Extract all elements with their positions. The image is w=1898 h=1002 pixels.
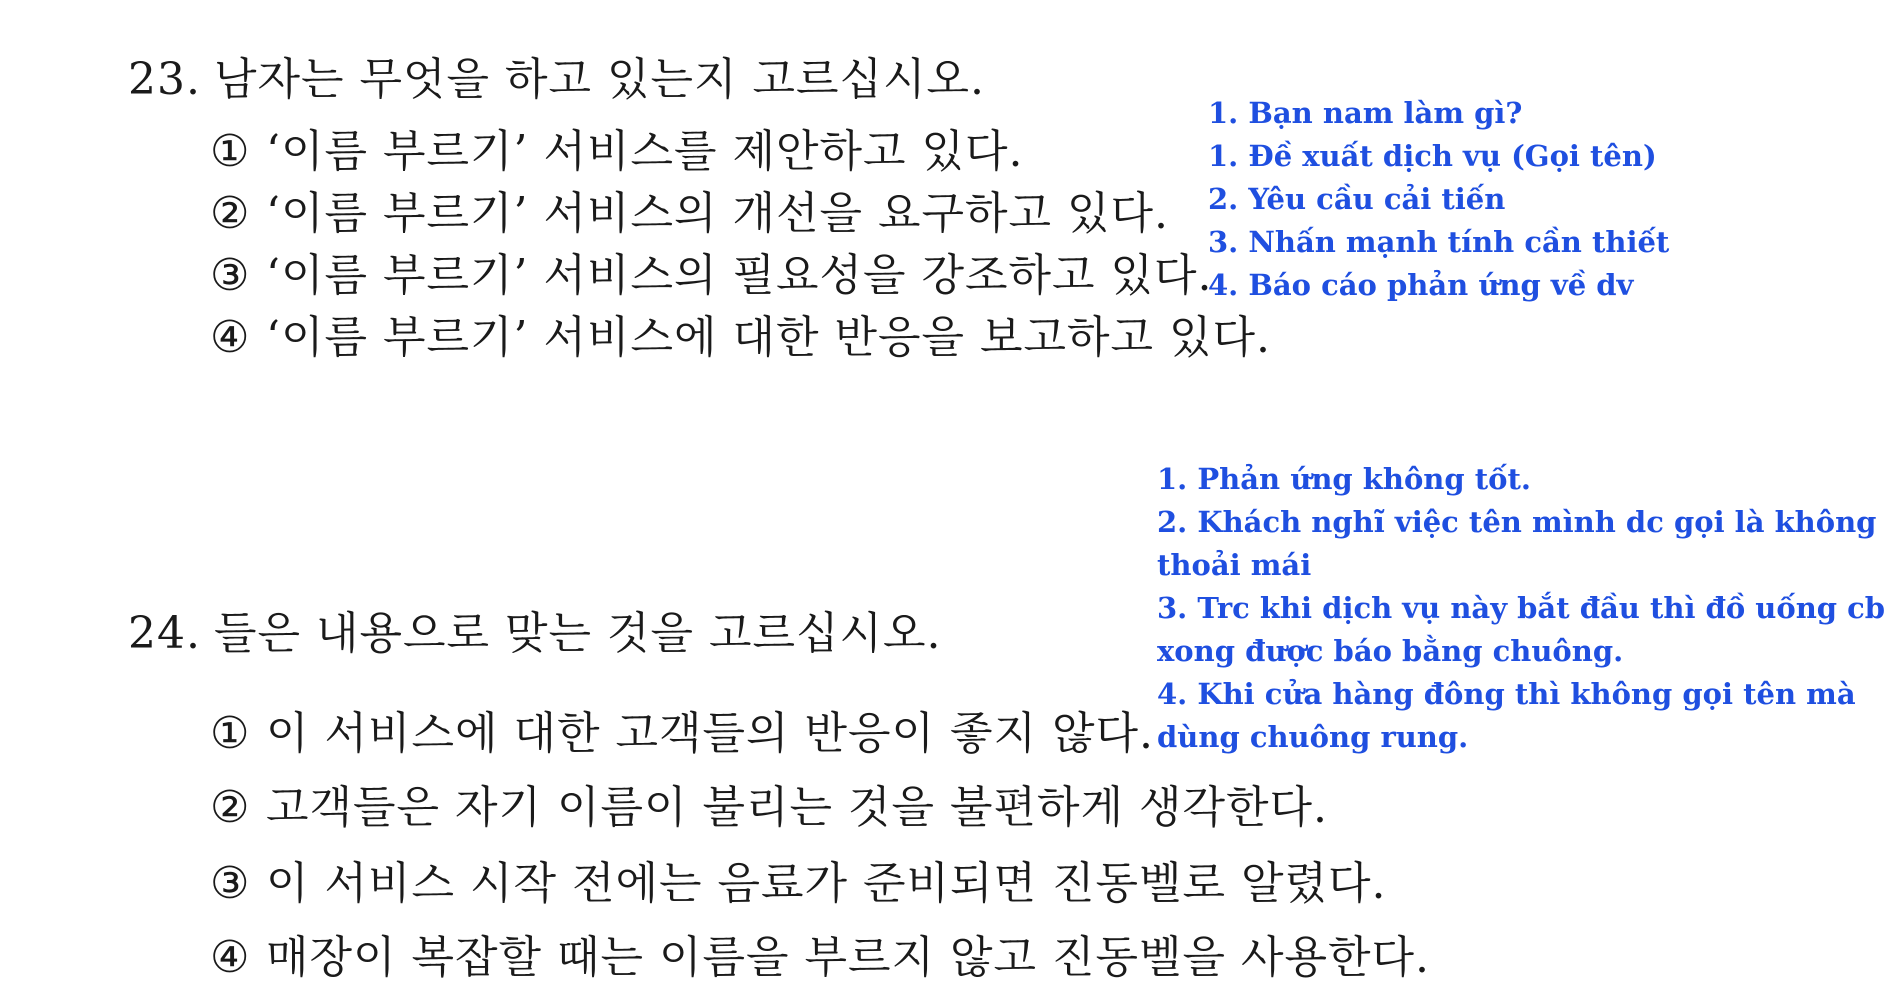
handwritten-notes-q24: [1157, 458, 1885, 759]
note-line: 4. Khi cửa hàng đông thì không gọi tên mà: [1157, 677, 1856, 711]
option-mark: ③: [210, 250, 251, 301]
question-23-title: [128, 54, 985, 105]
option-mark: ④: [210, 312, 251, 363]
option-mark: ③: [210, 858, 251, 909]
handwritten-notes-q23: [1208, 92, 1669, 307]
question-prompt: 남자는 무엇을 하고 있는지 고르십시오.: [214, 54, 985, 105]
note-line: thoải mái: [1157, 548, 1312, 582]
note-line: 4. Báo cáo phản ứng về dv: [1208, 268, 1634, 302]
q23-option-1[interactable]: [210, 126, 1024, 177]
option-mark: ①: [210, 708, 251, 759]
option-mark: ②: [210, 782, 251, 833]
note-line: dùng chuông rung.: [1157, 720, 1469, 754]
question-24-title: [128, 608, 942, 659]
q24-option-4[interactable]: [210, 932, 1430, 983]
option-text: ‘이름 부르기’ 서비스의 필요성을 강조하고 있다.: [266, 250, 1213, 301]
q24-option-3[interactable]: [210, 858, 1387, 909]
option-text: 이 서비스에 대한 고객들의 반응이 좋지 않다.: [266, 708, 1154, 759]
option-mark: ②: [210, 188, 251, 239]
option-text: 이 서비스 시작 전에는 음료가 준비되면 진동벨로 알렸다.: [266, 858, 1387, 909]
note-line: 2. Yêu cầu cải tiến: [1208, 182, 1506, 216]
question-prompt: 들은 내용으로 맞는 것을 고르십시오.: [214, 608, 942, 659]
q23-option-3[interactable]: [210, 250, 1213, 301]
note-line: xong được báo bằng chuông.: [1157, 634, 1624, 668]
question-number: 23.: [128, 54, 201, 105]
option-mark: ④: [210, 932, 251, 983]
note-line: 1. Phản ứng không tốt.: [1157, 462, 1531, 496]
option-text: ‘이름 부르기’ 서비스를 제안하고 있다.: [266, 126, 1024, 177]
note-line: 1. Bạn nam làm gì?: [1208, 96, 1523, 130]
note-line: 3. Trc khi dịch vụ này bắt đầu thì đồ uống cb: [1157, 591, 1886, 625]
note-line: 2. Khách nghĩ việc tên mình dc gọi là không: [1157, 505, 1877, 539]
note-line: 1. Đề xuất dịch vụ (Gọi tên): [1208, 139, 1657, 173]
q24-option-1[interactable]: [210, 708, 1154, 759]
option-text: ‘이름 부르기’ 서비스의 개선을 요구하고 있다.: [266, 188, 1169, 239]
option-text: 고객들은 자기 이름이 불리는 것을 불편하게 생각한다.: [266, 782, 1328, 833]
note-line: 3. Nhấn mạnh tính cần thiết: [1208, 225, 1670, 259]
option-mark: ①: [210, 126, 251, 177]
option-text: 매장이 복잡할 때는 이름을 부르지 않고 진동벨을 사용한다.: [266, 932, 1430, 983]
option-text: ‘이름 부르기’ 서비스에 대한 반응을 보고하고 있다.: [266, 312, 1271, 363]
q24-option-2[interactable]: [210, 782, 1328, 833]
question-number: 24.: [128, 608, 201, 659]
q23-option-4[interactable]: [210, 312, 1271, 363]
q23-option-2[interactable]: [210, 188, 1169, 239]
